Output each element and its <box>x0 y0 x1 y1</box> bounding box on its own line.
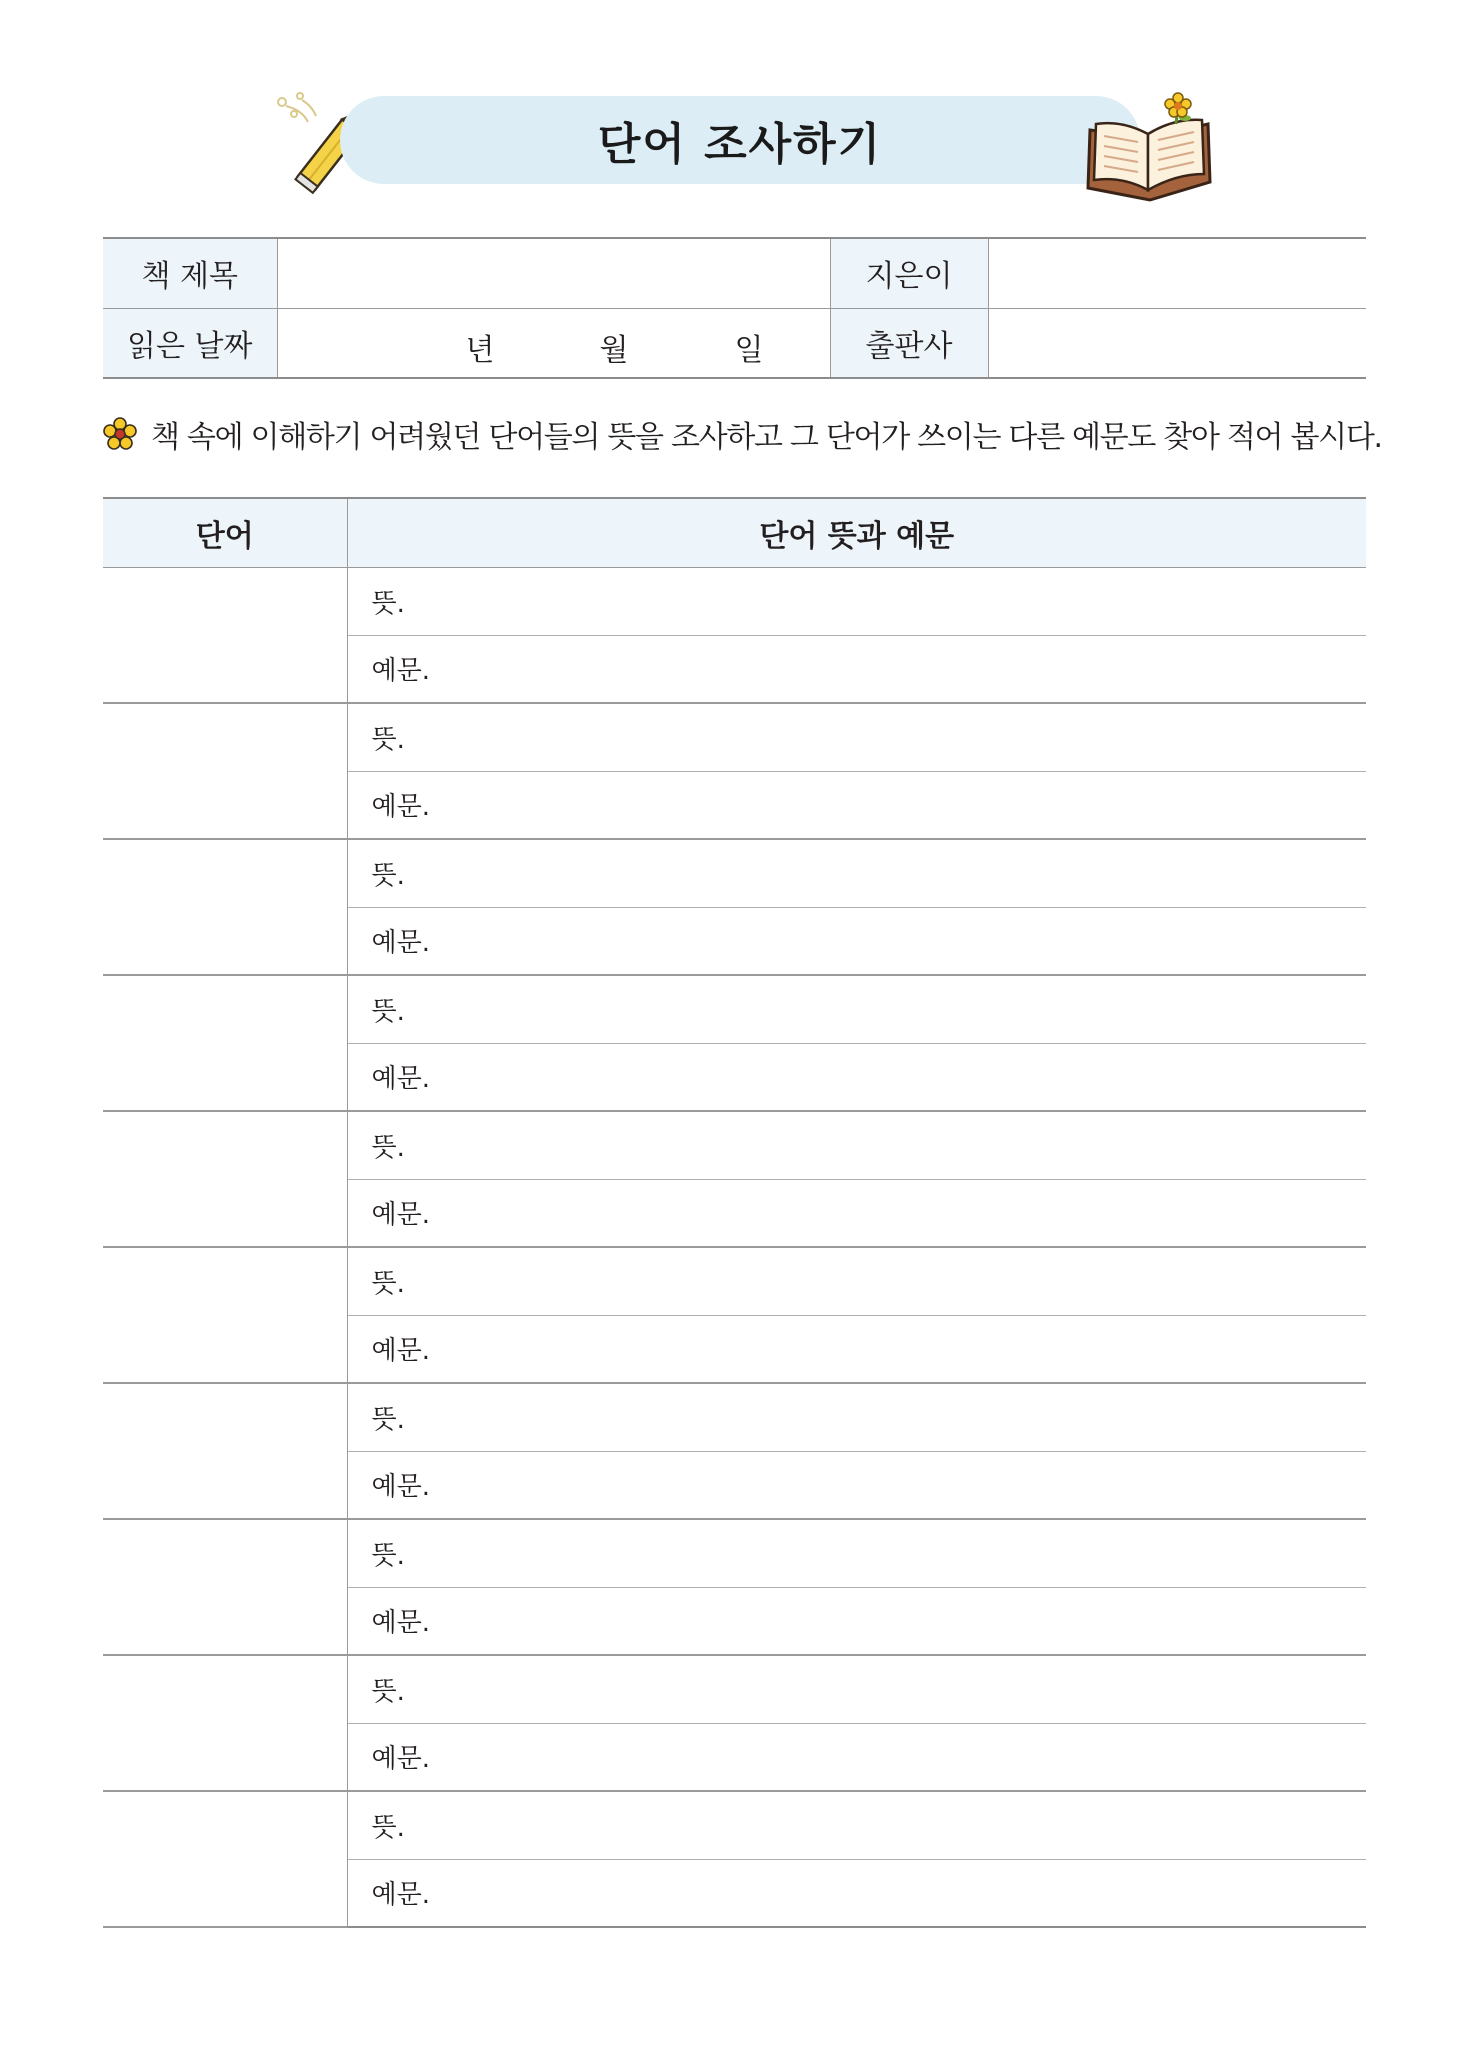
example-field[interactable] <box>347 1451 1366 1519</box>
book-info-table <box>103 237 1366 379</box>
example-prefix: 예문. <box>371 1200 430 1231</box>
example-field[interactable] <box>347 1043 1366 1111</box>
word-field[interactable] <box>103 1247 347 1383</box>
example-field[interactable] <box>347 771 1366 839</box>
word-field[interactable] <box>103 703 347 839</box>
meaning-prefix: 뜻. <box>371 1404 405 1435</box>
word-field[interactable] <box>103 1791 347 1927</box>
instruction <box>103 412 1382 456</box>
words-header-row <box>103 498 1366 567</box>
title-banner <box>340 96 1140 184</box>
word-field[interactable] <box>103 975 347 1111</box>
meaning-prefix: 뜻. <box>371 1540 405 1571</box>
meaning-prefix: 뜻. <box>371 588 405 619</box>
meaning-prefix: 뜻. <box>371 1812 405 1843</box>
read-date-field[interactable] <box>277 308 830 378</box>
page-title: 단어 조사하기 <box>597 119 883 170</box>
meaning-field[interactable] <box>347 1519 1366 1587</box>
example-field[interactable] <box>347 1179 1366 1247</box>
example-prefix: 예문. <box>371 928 430 959</box>
meaning-field[interactable] <box>347 1111 1366 1179</box>
word-meaning-row <box>103 1655 1366 1723</box>
word-meaning-row <box>103 1519 1366 1587</box>
word-column-header: 단어 <box>103 498 347 567</box>
author-field[interactable] <box>988 238 1366 308</box>
example-prefix: 예문. <box>371 1608 430 1639</box>
word-meaning-row <box>103 1247 1366 1315</box>
word-field[interactable] <box>103 1519 347 1655</box>
meaning-field[interactable] <box>347 1247 1366 1315</box>
example-field[interactable] <box>347 1723 1366 1791</box>
meaning-prefix: 뜻. <box>371 724 405 755</box>
example-field[interactable] <box>347 1587 1366 1655</box>
words-table <box>103 497 1366 1928</box>
word-meaning-row <box>103 1111 1366 1179</box>
meaning-field[interactable] <box>347 1383 1366 1451</box>
flower-bullet-icon <box>103 417 137 451</box>
book-title-label: 책 제목 <box>103 238 277 308</box>
meaning-prefix: 뜻. <box>371 1676 405 1707</box>
meaning-column-header: 단어 뜻과 예문 <box>347 498 1366 567</box>
meaning-field[interactable] <box>347 1655 1366 1723</box>
example-prefix: 예문. <box>371 1880 430 1911</box>
meaning-field[interactable] <box>347 703 1366 771</box>
example-prefix: 예문. <box>371 1336 430 1367</box>
author-label: 지은이 <box>830 238 988 308</box>
meaning-prefix: 뜻. <box>371 1132 405 1163</box>
open-book-icon <box>1082 90 1217 205</box>
meaning-field[interactable] <box>347 839 1366 907</box>
meaning-prefix: 뜻. <box>371 1268 405 1299</box>
word-meaning-row <box>103 567 1366 635</box>
example-prefix: 예문. <box>371 1064 430 1095</box>
word-meaning-row <box>103 1791 1366 1859</box>
book-info-row <box>103 238 1366 308</box>
example-prefix: 예문. <box>371 1744 430 1775</box>
example-field[interactable] <box>347 1859 1366 1927</box>
word-meaning-row <box>103 1383 1366 1451</box>
publisher-field[interactable] <box>988 308 1366 378</box>
word-meaning-row <box>103 839 1366 907</box>
meaning-field[interactable] <box>347 975 1366 1043</box>
example-prefix: 예문. <box>371 1472 430 1503</box>
word-field[interactable] <box>103 567 347 703</box>
word-meaning-row <box>103 975 1366 1043</box>
word-field[interactable] <box>103 1383 347 1519</box>
read-date-label: 읽은 날짜 <box>103 308 277 378</box>
word-field[interactable] <box>103 1655 347 1791</box>
meaning-prefix: 뜻. <box>371 860 405 891</box>
month-unit: 월 <box>599 332 629 368</box>
word-meaning-row <box>103 703 1366 771</box>
publisher-label: 출판사 <box>830 308 988 378</box>
example-prefix: 예문. <box>371 656 430 687</box>
example-prefix: 예문. <box>371 792 430 823</box>
meaning-field[interactable] <box>347 1791 1366 1859</box>
meaning-prefix: 뜻. <box>371 996 405 1027</box>
year-unit: 년 <box>465 332 495 368</box>
meaning-field[interactable] <box>347 567 1366 635</box>
example-field[interactable] <box>347 1315 1366 1383</box>
word-field[interactable] <box>103 1111 347 1247</box>
word-field[interactable] <box>103 839 347 975</box>
example-field[interactable] <box>347 907 1366 975</box>
instruction-text: 책 속에 이해하기 어려웠던 단어들의 뜻을 조사하고 그 단어가 쓰이는 다른 예문도 찾아 적어 봅시다. <box>151 420 1382 455</box>
example-field[interactable] <box>347 635 1366 703</box>
book-title-field[interactable] <box>277 238 830 308</box>
day-unit: 일 <box>734 332 764 368</box>
book-info-row <box>103 308 1366 378</box>
